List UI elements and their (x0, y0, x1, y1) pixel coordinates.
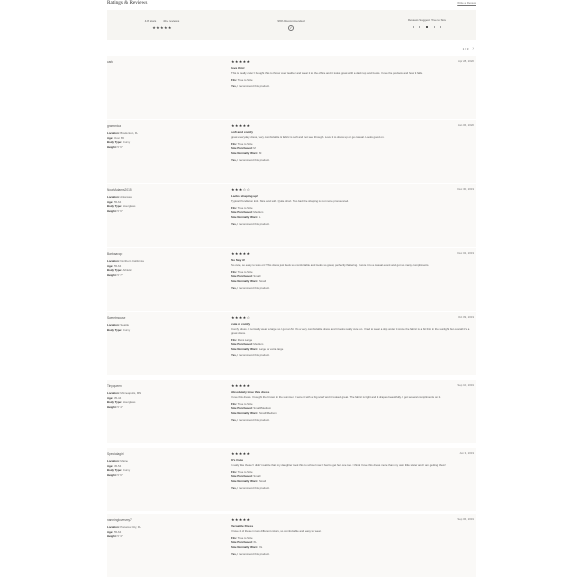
attribute-key: Location: (107, 131, 120, 136)
attribute-value: Curvy (122, 140, 131, 145)
recommend-percent: 96% Recommended (277, 19, 305, 23)
attribute-value: 35-44 (114, 395, 122, 400)
review-body: great everyday dress, very comfortable & fabric is soft and not see through. Love it to dress up or go casual. Looks good on. (231, 135, 385, 140)
attribute-key: Body Type: (107, 140, 123, 145)
reviewer-info (107, 124, 217, 149)
attribute-value: Athletic (122, 268, 132, 273)
fit-details (231, 338, 475, 352)
review-stars: ★★★★★ (231, 517, 251, 522)
attribute-value: Curvy (122, 327, 131, 332)
review-body: Comfy dress. I normally wear a large so I got an M. It's a very comfortable dress and it looks really cute on. I had to wear a slip under it since the fabric is a bit thin in the sunlight but overall it's a great dress. (231, 327, 470, 335)
attribute-value: Northern California (120, 259, 144, 264)
fit-details (231, 270, 475, 284)
recommend-line: Yes, I recommend this product. (231, 551, 270, 556)
recommend-line: Yes, I recommend this product. (231, 84, 270, 89)
size-scale-dot (413, 26, 414, 27)
fit-value: XL (258, 545, 263, 550)
attribute-key: Height: (107, 534, 117, 539)
attribute-value: 45-54 (114, 463, 122, 468)
fit-attribute (231, 215, 475, 220)
review-content (231, 123, 475, 162)
reviewer-details (107, 459, 217, 477)
reviewer-attribute (107, 405, 217, 409)
page-indicator: 1 / 3 (462, 47, 469, 52)
overall-rating (137, 19, 187, 30)
review-body: So cute, so easy to toss on! This dress just feels so comfortable and looks so great, perfectly flattering. I wore it to a casual event and got so many compliments. (231, 263, 430, 268)
review-stars: ★★★★☆ (231, 315, 251, 320)
fit-value: Small (253, 474, 261, 479)
reviewer-details (107, 195, 217, 213)
review-stars: ★★★☆☆ (231, 187, 251, 192)
attribute-key: Location: (107, 195, 120, 200)
attribute-value: Over 65 (114, 135, 124, 140)
review-content (231, 59, 475, 89)
attribute-key: Location: (107, 323, 120, 328)
reviewer-info (107, 384, 217, 409)
fit-key: Fits: (231, 401, 237, 406)
review-title: So Say it! (231, 258, 246, 263)
review-date: Dec 30, 2019 (457, 187, 474, 191)
attribute-value: 55-64 (114, 199, 122, 204)
fit-value: True to Size (237, 401, 253, 406)
reviewer-name: NoahAdams2015 (107, 188, 132, 192)
review-stars: ★★★★★ (231, 123, 251, 128)
recommend-line: Yes, I recommend this product. (231, 285, 270, 290)
reviewer-info (107, 60, 217, 67)
fit-key: Size Purchased: (231, 210, 253, 215)
fit-key: Size Normally Worn: (231, 545, 259, 550)
reviewer-details (107, 131, 217, 149)
average-rating: 4.8 stars (144, 19, 157, 23)
attribute-key: Body Type: (107, 400, 123, 405)
fit-value: True to Size (237, 205, 253, 210)
size-scale-dot (434, 26, 435, 27)
attribute-key: Height: (107, 272, 117, 277)
fit-attribute (231, 545, 475, 550)
fit-value: L (258, 215, 261, 220)
attribute-value: Curvy (122, 468, 131, 473)
review-stars: ★★★★★ (231, 383, 251, 388)
attribute-key: Height: (107, 472, 117, 477)
review-body: I love this dress. I bought the brown in the summer. I wore it with a big scarf and it looked great. The fabric is light and it drapes beautifully. I got several compliments on it. (231, 395, 441, 400)
review-stars: ★★★★★ (231, 251, 251, 256)
attribute-value: Seattle (120, 323, 130, 328)
attribute-value: 5' 7" (117, 272, 123, 277)
fit-key: Size Normally Worn: (231, 215, 259, 220)
next-page-icon[interactable]: › (472, 46, 474, 52)
review-title: love this! (231, 66, 245, 71)
review-card (107, 184, 476, 247)
review-title: cute n comfy (231, 322, 251, 327)
attribute-value: 5' 4" (117, 404, 123, 409)
section-title: Ratings & Reviews (107, 0, 148, 6)
attribute-key: Location: (107, 459, 120, 464)
fit-value: Runs Large (237, 337, 253, 342)
attribute-key: Location: (107, 391, 120, 396)
review-date: Jun 3, 2019 (459, 451, 474, 455)
reviewer-info (107, 188, 217, 213)
review-body: I really like these! I didn't realize that my daughter took this to school now I had to get her one too. I think I love this dress more than my own little sister and I am getting them! (231, 463, 446, 468)
review-card (107, 120, 476, 183)
reviewer-attribute (107, 534, 217, 538)
fit-details (231, 470, 475, 484)
fit-key: Size Normally Worn: (231, 151, 259, 156)
fit-key: Fits: (231, 337, 237, 342)
write-review-link[interactable]: Write a Review (457, 1, 476, 5)
fit-key: Fits: (231, 77, 237, 82)
attribute-value: 55-64 (114, 529, 122, 534)
fit-details (231, 78, 475, 83)
reviewer-details (107, 323, 217, 332)
fit-value: Medium (253, 342, 264, 347)
attribute-value: Maine (120, 459, 128, 464)
review-content (231, 383, 475, 422)
review-date: Apr 28, 2020 (457, 59, 474, 63)
fit-value: True to Size (237, 535, 253, 540)
recommend-line: Yes, I recommend this product. (231, 221, 270, 226)
recommend-line: Yes, I recommend this product. (231, 353, 270, 358)
attribute-key: Body Type: (107, 327, 123, 332)
fit-key: Fits: (231, 141, 237, 146)
attribute-value: Hourglass (122, 204, 136, 209)
attribute-key: Age: (107, 395, 114, 400)
reviewer-name: cark (107, 60, 114, 64)
reviewer-name: nanninglovesmy7 (107, 518, 132, 522)
review-card (107, 56, 476, 119)
fit-key: Size Purchased: (231, 342, 253, 347)
reviewer-name: Tinyqueen (107, 384, 122, 388)
fit-value: True to Size (237, 77, 253, 82)
reviewer-name: Sweetmouse (107, 316, 126, 320)
fit-value: True to Size (237, 269, 253, 274)
review-title: It's Cute (231, 458, 244, 463)
review-card (107, 248, 476, 311)
fit-value: XL (253, 540, 257, 545)
attribute-key: Body Type: (107, 468, 123, 473)
attribute-value: 55-64 (114, 263, 122, 268)
attribute-value: Arkansas (120, 195, 132, 200)
attribute-key: Height: (107, 144, 117, 149)
review-content (231, 517, 475, 556)
review-date: Sep 06, 2019 (457, 517, 474, 521)
ratings-summary (107, 10, 476, 40)
fit-value: Small (258, 279, 266, 284)
fit-key: Fits: (231, 269, 237, 274)
review-stars: ★★★★★ (231, 59, 251, 64)
fit-key: Size Normally Worn: (231, 279, 259, 284)
fit-details (231, 142, 475, 156)
reviewer-name: Specialagirl (107, 452, 124, 456)
reviewer-details (107, 391, 217, 409)
review-content (231, 451, 475, 490)
attribute-key: Location: (107, 259, 120, 264)
fit-key: Size Purchased: (231, 146, 253, 151)
attribute-value: 5' 6" (117, 208, 123, 213)
fit-key: Size Purchased: (231, 540, 253, 545)
fit-attribute (231, 479, 475, 484)
size-scale-dot (419, 26, 420, 27)
review-content (231, 315, 475, 358)
review-body: Typical Pendleton knit. Nice and soft. Quite short. Too bad the shaping is not more pronounced. (231, 199, 349, 204)
review-content (231, 187, 475, 226)
reviewer-name: Barbaavcp (107, 252, 123, 256)
fit-value: Large or extra large (258, 346, 284, 351)
attribute-key: Body Type: (107, 268, 123, 273)
size-suggestion: Reviews Suggest: True to Size (407, 18, 447, 22)
size-scale-dot (440, 26, 441, 27)
section-header (107, 0, 476, 9)
attribute-key: Age: (107, 263, 114, 268)
reviewer-info (107, 252, 217, 277)
recommend-line: Yes, I recommend this product. (231, 157, 270, 162)
fit-attribute (231, 151, 475, 156)
attribute-key: Age: (107, 529, 114, 534)
review-card (107, 514, 476, 577)
reviewer-info (107, 518, 217, 539)
attribute-value: Minneapolis, MN (120, 391, 142, 396)
fit-value: Small (253, 274, 261, 279)
fit-details (231, 402, 475, 416)
attribute-value: 5' 3" (117, 534, 123, 539)
reviewer-attribute (107, 273, 217, 277)
fit-value: M (253, 146, 256, 151)
fit-value: True to Size (237, 469, 253, 474)
attribute-key: Age: (107, 135, 114, 140)
review-body: I have 4 of these in two different colors, so comfortable and easy to wear. (231, 529, 322, 534)
review-card (107, 380, 476, 443)
fit-key: Fits: (231, 469, 237, 474)
fit-attribute (231, 411, 475, 416)
fit-value: Medium (253, 210, 264, 215)
fit-key: Size Normally Worn: (231, 479, 259, 484)
fit-value: Small/Medium (253, 406, 272, 411)
recommend-summary (265, 19, 317, 31)
fit-value: M (258, 151, 262, 156)
review-date: Dec 02, 2019 (457, 251, 474, 255)
review-title: soft and comfy (231, 130, 254, 135)
fit-value: Small (258, 479, 266, 484)
fit-attribute (231, 347, 475, 352)
reviewer-name: grammica (107, 124, 121, 128)
fit-value: Small/Medium (258, 411, 277, 416)
fit-key: Size Normally Worn: (231, 411, 259, 416)
attribute-value: Bradenton, FL (120, 131, 139, 136)
fit-key: Fits: (231, 205, 237, 210)
attribute-key: Age: (107, 199, 114, 204)
review-title: Versatile Dress (231, 524, 254, 529)
review-count[interactable]: 40+ reviews (163, 19, 180, 23)
attribute-value: 5' 6" (117, 472, 123, 477)
size-scale (387, 26, 467, 30)
attribute-key: Age: (107, 463, 114, 468)
reviewer-details (107, 525, 217, 538)
recommend-line: Yes, I recommend this product. (231, 417, 270, 422)
reviewer-info (107, 316, 217, 332)
fit-key: Size Purchased: (231, 274, 253, 279)
fit-key: Size Purchased: (231, 406, 253, 411)
attribute-key: Body Type: (107, 204, 123, 209)
size-summary (387, 19, 467, 30)
ratings-reviews-section (107, 0, 476, 580)
recommend-line: Yes, I recommend this product. (231, 485, 270, 490)
fit-value: True to Size (237, 141, 253, 146)
reviewer-attribute (107, 145, 217, 149)
reviewer-attribute (107, 209, 217, 213)
review-content (231, 251, 475, 290)
review-date: Jan 06, 2020 (457, 123, 474, 127)
reviewer-attribute (107, 328, 217, 332)
attribute-key: Height: (107, 208, 117, 213)
fit-attribute (231, 279, 475, 284)
review-pager (463, 46, 474, 53)
review-stars: ★★★★★ (231, 451, 251, 456)
checkmark-icon: ✓ (289, 26, 293, 31)
average-stars: ★★★★★ (152, 25, 172, 31)
reviewer-attribute (107, 473, 217, 477)
attribute-key: Location: (107, 525, 120, 530)
fit-details (231, 206, 475, 220)
review-card (107, 448, 476, 511)
fit-details (231, 536, 475, 550)
fit-attribute (231, 78, 475, 83)
review-title: Lacks shaping up! (231, 194, 259, 199)
review-title: Absolutely love this dress (231, 390, 270, 395)
review-date: Oct 09, 2019 (457, 315, 474, 319)
reviewer-details (107, 259, 217, 277)
attribute-key: Height: (107, 404, 117, 409)
reviewer-info (107, 452, 217, 477)
review-body: This is really cute! I bought this to throw over leather and wear it to the office and it looks great with a dark top and boots. I love the pockets and how it falls. (231, 71, 423, 76)
fit-key: Size Normally Worn: (231, 346, 259, 351)
attribute-value: Panama City, FL (120, 525, 141, 530)
attribute-value: Hourglass (122, 400, 136, 405)
fit-key: Fits: (231, 535, 237, 540)
review-card (107, 312, 476, 375)
fit-key: Size Purchased: (231, 474, 253, 479)
review-date: Sep 10, 2019 (457, 383, 474, 387)
size-scale-dot (426, 26, 428, 28)
attribute-value: 5' 6" (117, 144, 123, 149)
